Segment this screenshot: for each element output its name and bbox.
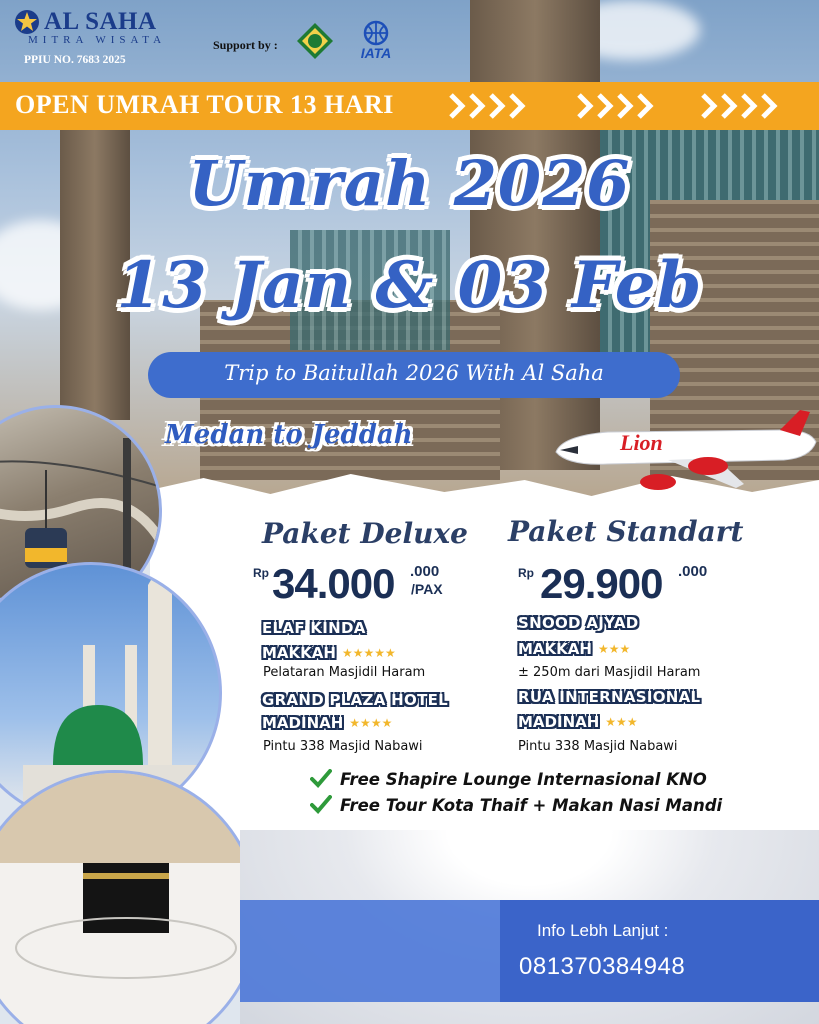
price-unit: /PAX: [411, 581, 443, 597]
chevron-right-icon: [740, 92, 759, 120]
chevron-group: [576, 92, 655, 120]
hotel-detail: Pintu 338 Masjid Nabawi: [518, 739, 678, 754]
checkmark-icon: [310, 769, 332, 789]
chevron-right-icon: [636, 92, 655, 120]
hotel-name: GRAND PLAZA HOTEL: [262, 691, 449, 709]
currency-label: Rp: [253, 566, 269, 580]
price-standart: 29.900: [540, 560, 663, 607]
banner-text: OPEN UMRAH TOUR 13 HARI: [15, 90, 394, 119]
chevron-right-icon: [760, 92, 779, 120]
hotel-city-row: [262, 714, 392, 732]
star-rating-icon: ★★★: [605, 715, 638, 729]
hotel-name: SNOOD AJYAD: [518, 614, 639, 632]
airplane-icon: [548, 408, 819, 496]
brand-name: AL SAHA: [44, 8, 157, 35]
hero-title: Umrah 2026: [188, 147, 631, 220]
bonus-item: [310, 769, 707, 789]
star-rating-icon: ★★★: [597, 642, 631, 656]
chevron-right-icon: [596, 92, 615, 120]
contact-phone[interactable]: 081370384948: [519, 953, 686, 980]
chevron-right-icon: [468, 92, 487, 120]
airline-name: Lion: [620, 430, 663, 455]
currency-label: Rp: [518, 566, 534, 580]
bonus-item: [310, 795, 722, 815]
package-title-deluxe: Paket Deluxe: [262, 517, 468, 550]
contact-panel: [500, 900, 819, 1002]
chevron-right-icon: [700, 92, 719, 120]
chevron-group: [700, 92, 779, 120]
chevron-right-icon: [508, 92, 527, 120]
star-rating-icon: ★★★★★: [341, 646, 396, 660]
hotel-city-row: [518, 713, 638, 731]
iata-logo-icon: [348, 20, 404, 62]
promo-banner: [0, 82, 819, 130]
package-title-standart: Paket Standart: [508, 515, 744, 548]
hero-dates: 13 Jan & 03 Feb: [116, 248, 703, 323]
chevron-right-icon: [448, 92, 467, 120]
route-label: Medan to Jeddah: [165, 420, 413, 450]
hotel-city: MADINAH: [518, 713, 600, 731]
hotel-city-row: [518, 640, 630, 658]
star-rating-icon: ★★★★: [349, 716, 393, 730]
hotel-detail: Pintu 338 Masjid Nabawi: [263, 739, 423, 754]
hotel-detail: Pelataran Masjidil Haram: [263, 665, 426, 680]
price-deluxe: 34.000: [272, 560, 395, 607]
brand-subtitle: MITRA WISATA: [28, 34, 167, 46]
hotel-city: MAKKAH: [262, 644, 336, 662]
tagline-text: Trip to Baitullah 2026 With Al Saha: [224, 361, 604, 385]
hotel-city: MADINAH: [262, 714, 344, 732]
chevron-right-icon: [576, 92, 595, 120]
kemenag-logo-icon: [296, 22, 334, 60]
checkmark-icon: [310, 795, 332, 815]
price-suffix: .000: [410, 563, 440, 580]
chevron-right-icon: [488, 92, 507, 120]
bonus-text: Free Shapire Lounge Internasional KNO: [340, 769, 707, 789]
chevron-right-icon: [720, 92, 739, 120]
chevron-right-icon: [616, 92, 635, 120]
support-label: Support by :: [213, 38, 278, 52]
bonus-text: Free Tour Kota Thaif + Makan Nasi Mandi: [340, 795, 723, 815]
hotel-city: MAKKAH: [518, 640, 592, 658]
brand-emblem-icon: [14, 9, 40, 35]
license-number: PPIU NO. 7683 2025: [24, 54, 126, 66]
brand-logo: [14, 8, 174, 66]
price-suffix: .000: [678, 563, 708, 580]
hotel-city-row: [262, 644, 396, 662]
iata-text: IATA: [360, 45, 392, 61]
hotel-detail: ± 250m dari Masjidil Haram: [518, 665, 701, 680]
hotel-name: RUA INTERNASIONAL: [518, 688, 701, 706]
contact-label: Info Lebh Lanjut :: [537, 921, 669, 940]
chevron-group: [448, 92, 527, 120]
tagline-pill: [148, 352, 680, 398]
hotel-name: ELAF KINDA: [262, 619, 366, 637]
